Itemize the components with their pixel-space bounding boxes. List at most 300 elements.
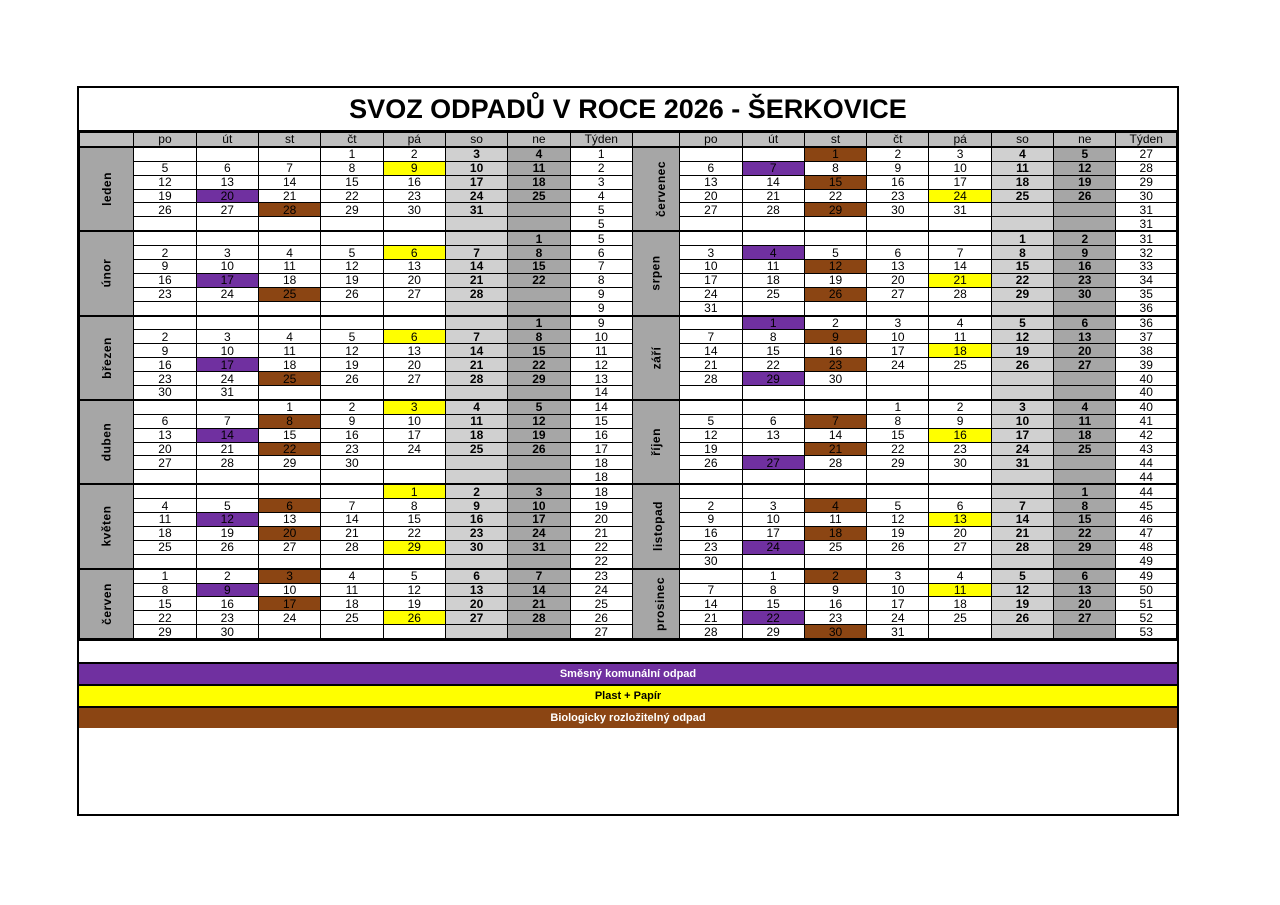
- day-cell: [867, 372, 929, 386]
- day-cell: 2: [867, 147, 929, 161]
- day-cell: 4: [742, 246, 804, 260]
- day-cell: 7: [445, 330, 507, 344]
- day-cell: 12: [321, 260, 383, 274]
- column-header: po: [134, 133, 196, 147]
- day-cell: 15: [383, 513, 445, 527]
- day-cell: 31: [508, 540, 570, 554]
- day-cell: [742, 442, 804, 456]
- day-cell: 17: [742, 526, 804, 540]
- day-cell: 29: [867, 456, 929, 470]
- day-cell: 14: [445, 344, 507, 358]
- column-header: pá: [383, 133, 445, 147]
- day-cell: 5: [1054, 147, 1116, 161]
- day-cell: 2: [929, 400, 991, 414]
- day-cell: 15: [991, 260, 1053, 274]
- day-cell: 29: [1054, 540, 1116, 554]
- day-cell: [445, 554, 507, 568]
- week-number: 49: [1116, 554, 1177, 568]
- week-number: 10: [570, 330, 632, 344]
- day-cell: 16: [804, 597, 866, 611]
- day-cell: [258, 386, 320, 400]
- day-cell: 13: [680, 175, 742, 189]
- day-cell: 11: [929, 330, 991, 344]
- day-cell: 26: [321, 287, 383, 301]
- day-cell: [321, 301, 383, 315]
- day-cell: [321, 316, 383, 330]
- day-cell: [1054, 301, 1116, 315]
- day-cell: [804, 484, 866, 498]
- week-row: [80, 175, 1177, 189]
- day-cell: 20: [1054, 344, 1116, 358]
- day-cell: 27: [383, 287, 445, 301]
- day-cell: 9: [134, 344, 196, 358]
- day-cell: 8: [508, 246, 570, 260]
- day-cell: [258, 484, 320, 498]
- week-row: [80, 203, 1177, 217]
- day-cell: 2: [1054, 231, 1116, 245]
- day-cell: 28: [804, 456, 866, 470]
- day-cell: 12: [867, 513, 929, 527]
- week-row: [80, 554, 1177, 568]
- day-cell: 1: [1054, 484, 1116, 498]
- day-cell: [134, 217, 196, 231]
- week-row: [80, 301, 1177, 315]
- week-number: 30: [1116, 189, 1177, 203]
- day-cell: 22: [867, 442, 929, 456]
- day-cell: 14: [929, 260, 991, 274]
- day-cell: 2: [804, 569, 866, 583]
- day-cell: 8: [134, 583, 196, 597]
- day-cell: 3: [383, 400, 445, 414]
- day-cell: 7: [258, 161, 320, 175]
- legend: [79, 664, 1177, 728]
- column-header: Týden: [570, 133, 632, 147]
- day-cell: 6: [929, 499, 991, 513]
- day-cell: 27: [929, 540, 991, 554]
- day-cell: 4: [258, 330, 320, 344]
- day-cell: [680, 484, 742, 498]
- day-cell: [991, 554, 1053, 568]
- day-cell: 3: [929, 147, 991, 161]
- day-cell: [929, 217, 991, 231]
- day-cell: [991, 301, 1053, 315]
- day-cell: 7: [508, 569, 570, 583]
- week-number: 22: [570, 540, 632, 554]
- day-cell: 16: [383, 175, 445, 189]
- week-number: 36: [1116, 316, 1177, 330]
- week-number: 18: [570, 456, 632, 470]
- day-cell: 16: [680, 526, 742, 540]
- day-cell: 19: [680, 442, 742, 456]
- day-cell: 5: [321, 246, 383, 260]
- month-label-červen: [80, 569, 134, 639]
- day-cell: [321, 484, 383, 498]
- day-cell: 9: [804, 330, 866, 344]
- month-label-červenec: [632, 147, 679, 231]
- day-cell: [383, 217, 445, 231]
- week-number: 1: [570, 147, 632, 161]
- day-cell: 4: [321, 569, 383, 583]
- month-name: listopad: [650, 501, 665, 552]
- day-cell: 30: [1054, 287, 1116, 301]
- day-cell: [508, 217, 570, 231]
- week-row: [80, 470, 1177, 484]
- week-row: [80, 246, 1177, 260]
- week-row: [80, 526, 1177, 540]
- day-cell: [383, 386, 445, 400]
- day-cell: 13: [258, 513, 320, 527]
- day-cell: [680, 147, 742, 161]
- day-cell: [929, 372, 991, 386]
- week-number: 8: [570, 273, 632, 287]
- day-cell: 2: [680, 499, 742, 513]
- day-cell: [867, 484, 929, 498]
- day-cell: 1: [742, 569, 804, 583]
- day-cell: 26: [991, 611, 1053, 625]
- day-cell: 18: [134, 526, 196, 540]
- day-cell: 3: [742, 499, 804, 513]
- day-cell: 31: [680, 301, 742, 315]
- day-cell: [804, 400, 866, 414]
- day-cell: 24: [258, 611, 320, 625]
- day-cell: 27: [134, 456, 196, 470]
- day-cell: 18: [1054, 428, 1116, 442]
- day-cell: 30: [321, 456, 383, 470]
- day-cell: 16: [804, 344, 866, 358]
- column-header: st: [258, 133, 320, 147]
- month-label-srpen: [632, 231, 679, 315]
- week-row: [80, 540, 1177, 554]
- month-label-březen: [80, 316, 134, 400]
- day-cell: 2: [445, 484, 507, 498]
- day-cell: [134, 484, 196, 498]
- week-number: 45: [1116, 499, 1177, 513]
- day-cell: 14: [742, 175, 804, 189]
- day-cell: 7: [321, 499, 383, 513]
- day-cell: 6: [445, 569, 507, 583]
- day-cell: 16: [867, 175, 929, 189]
- day-cell: 9: [383, 161, 445, 175]
- day-cell: 22: [134, 611, 196, 625]
- day-cell: 23: [1054, 273, 1116, 287]
- day-cell: 1: [321, 147, 383, 161]
- day-cell: [383, 470, 445, 484]
- day-cell: [134, 231, 196, 245]
- day-cell: 1: [383, 484, 445, 498]
- day-cell: 21: [804, 442, 866, 456]
- week-row: [80, 456, 1177, 470]
- day-cell: [742, 470, 804, 484]
- day-cell: 6: [1054, 569, 1116, 583]
- day-cell: [929, 231, 991, 245]
- day-cell: 10: [196, 344, 258, 358]
- day-cell: 5: [680, 414, 742, 428]
- day-cell: 15: [804, 175, 866, 189]
- day-cell: 23: [383, 189, 445, 203]
- day-cell: 3: [258, 569, 320, 583]
- day-cell: 6: [867, 246, 929, 260]
- day-cell: 11: [1054, 414, 1116, 428]
- day-cell: [258, 625, 320, 639]
- day-cell: [196, 231, 258, 245]
- day-cell: 19: [134, 189, 196, 203]
- day-cell: 24: [508, 526, 570, 540]
- week-row: [80, 428, 1177, 442]
- day-cell: 26: [508, 442, 570, 456]
- day-cell: 3: [867, 569, 929, 583]
- week-number: 20: [570, 513, 632, 527]
- day-cell: 8: [742, 330, 804, 344]
- day-cell: 19: [867, 526, 929, 540]
- day-cell: 15: [321, 175, 383, 189]
- day-cell: 24: [680, 287, 742, 301]
- week-number: 9: [570, 301, 632, 315]
- day-cell: 5: [196, 499, 258, 513]
- day-cell: 24: [991, 442, 1053, 456]
- day-cell: 26: [321, 372, 383, 386]
- day-cell: 22: [742, 358, 804, 372]
- day-cell: 13: [1054, 330, 1116, 344]
- day-cell: [196, 470, 258, 484]
- day-cell: 30: [804, 372, 866, 386]
- day-cell: [445, 217, 507, 231]
- week-number: 4: [570, 189, 632, 203]
- week-row: [80, 583, 1177, 597]
- day-cell: 4: [1054, 400, 1116, 414]
- day-cell: 29: [742, 372, 804, 386]
- day-cell: [1054, 372, 1116, 386]
- week-number: 40: [1116, 386, 1177, 400]
- day-cell: 9: [134, 260, 196, 274]
- day-cell: 2: [321, 400, 383, 414]
- day-cell: 13: [867, 260, 929, 274]
- day-cell: 8: [804, 161, 866, 175]
- column-header: čt: [867, 133, 929, 147]
- day-cell: [134, 316, 196, 330]
- day-cell: 21: [508, 597, 570, 611]
- day-cell: 23: [804, 358, 866, 372]
- day-cell: 18: [804, 526, 866, 540]
- day-cell: 2: [804, 316, 866, 330]
- day-cell: 29: [383, 540, 445, 554]
- day-cell: 7: [680, 330, 742, 344]
- day-cell: 4: [929, 569, 991, 583]
- day-cell: 18: [991, 175, 1053, 189]
- day-cell: 21: [196, 442, 258, 456]
- day-cell: 1: [508, 316, 570, 330]
- day-cell: [929, 554, 991, 568]
- day-cell: 23: [445, 526, 507, 540]
- week-number: 51: [1116, 597, 1177, 611]
- month-label-prosinec: [632, 569, 679, 639]
- day-cell: 27: [383, 372, 445, 386]
- day-cell: 20: [383, 358, 445, 372]
- day-cell: [1054, 217, 1116, 231]
- day-cell: 5: [804, 246, 866, 260]
- day-cell: [321, 386, 383, 400]
- day-cell: 14: [321, 513, 383, 527]
- week-number: 3: [570, 175, 632, 189]
- day-cell: 7: [680, 583, 742, 597]
- week-number: 46: [1116, 513, 1177, 527]
- week-number: 41: [1116, 414, 1177, 428]
- week-row: [80, 611, 1177, 625]
- day-cell: 25: [445, 442, 507, 456]
- day-cell: 18: [321, 597, 383, 611]
- day-cell: 12: [383, 583, 445, 597]
- day-cell: [991, 484, 1053, 498]
- day-cell: 17: [867, 344, 929, 358]
- day-cell: 8: [383, 499, 445, 513]
- week-number: 7: [570, 260, 632, 274]
- week-number: 34: [1116, 273, 1177, 287]
- week-number: 14: [570, 386, 632, 400]
- legend-item: Plast + Papír: [79, 686, 1177, 708]
- day-cell: 27: [1054, 611, 1116, 625]
- day-cell: 15: [867, 428, 929, 442]
- day-cell: 30: [929, 456, 991, 470]
- day-cell: 7: [196, 414, 258, 428]
- week-number: 28: [1116, 161, 1177, 175]
- day-cell: 6: [383, 330, 445, 344]
- day-cell: 20: [929, 526, 991, 540]
- day-cell: [134, 147, 196, 161]
- day-cell: 12: [508, 414, 570, 428]
- day-cell: 19: [321, 358, 383, 372]
- week-number: 31: [1116, 231, 1177, 245]
- day-cell: 26: [196, 540, 258, 554]
- day-cell: 8: [321, 161, 383, 175]
- week-number: 29: [1116, 175, 1177, 189]
- day-cell: 7: [991, 499, 1053, 513]
- day-cell: 21: [742, 189, 804, 203]
- day-cell: 10: [508, 499, 570, 513]
- day-cell: 28: [508, 611, 570, 625]
- month-label-září: [632, 316, 679, 400]
- day-cell: [383, 231, 445, 245]
- day-cell: 25: [321, 611, 383, 625]
- week-number: 38: [1116, 344, 1177, 358]
- week-number: 12: [570, 358, 632, 372]
- day-cell: 21: [445, 273, 507, 287]
- month-label-říjen: [632, 400, 679, 484]
- week-row: [80, 161, 1177, 175]
- day-cell: 1: [134, 569, 196, 583]
- day-cell: 20: [196, 189, 258, 203]
- week-row: [80, 217, 1177, 231]
- day-cell: [383, 301, 445, 315]
- day-cell: 2: [134, 246, 196, 260]
- day-cell: 25: [991, 189, 1053, 203]
- day-cell: 17: [196, 358, 258, 372]
- day-cell: [867, 217, 929, 231]
- day-cell: 18: [258, 273, 320, 287]
- day-cell: 21: [321, 526, 383, 540]
- day-cell: [804, 217, 866, 231]
- day-cell: 14: [258, 175, 320, 189]
- day-cell: [196, 484, 258, 498]
- day-cell: [508, 301, 570, 315]
- week-number: 35: [1116, 287, 1177, 301]
- day-cell: [258, 301, 320, 315]
- day-cell: 14: [445, 260, 507, 274]
- day-cell: 15: [508, 344, 570, 358]
- day-cell: [321, 470, 383, 484]
- spacer-row: [79, 639, 1177, 664]
- day-cell: 20: [1054, 597, 1116, 611]
- day-cell: 11: [134, 513, 196, 527]
- day-cell: [445, 301, 507, 315]
- day-cell: 17: [445, 175, 507, 189]
- day-cell: 24: [383, 442, 445, 456]
- day-cell: 21: [680, 358, 742, 372]
- week-row: [80, 499, 1177, 513]
- day-cell: 23: [321, 442, 383, 456]
- day-cell: 2: [134, 330, 196, 344]
- day-cell: [321, 554, 383, 568]
- day-cell: 3: [445, 147, 507, 161]
- day-cell: 18: [929, 597, 991, 611]
- day-cell: [991, 625, 1053, 639]
- day-cell: [804, 386, 866, 400]
- day-cell: [1054, 625, 1116, 639]
- day-cell: 30: [134, 386, 196, 400]
- week-row: [80, 386, 1177, 400]
- day-cell: 25: [508, 189, 570, 203]
- day-cell: [680, 569, 742, 583]
- day-cell: 24: [742, 540, 804, 554]
- day-cell: 14: [196, 428, 258, 442]
- day-cell: 9: [196, 583, 258, 597]
- day-cell: 13: [445, 583, 507, 597]
- day-cell: 9: [867, 161, 929, 175]
- day-cell: [991, 372, 1053, 386]
- day-cell: 27: [445, 611, 507, 625]
- day-cell: 15: [508, 260, 570, 274]
- day-cell: 12: [1054, 161, 1116, 175]
- month-label-únor: [80, 231, 134, 315]
- day-cell: 25: [134, 540, 196, 554]
- day-cell: [742, 386, 804, 400]
- week-number: 26: [570, 611, 632, 625]
- day-cell: 1: [991, 231, 1053, 245]
- week-row: [80, 231, 1177, 245]
- day-cell: [1054, 470, 1116, 484]
- day-cell: 24: [445, 189, 507, 203]
- day-cell: 4: [445, 400, 507, 414]
- day-cell: 10: [680, 260, 742, 274]
- day-cell: [134, 554, 196, 568]
- day-cell: 1: [742, 316, 804, 330]
- day-cell: 12: [991, 330, 1053, 344]
- day-cell: 5: [867, 499, 929, 513]
- week-number: 40: [1116, 400, 1177, 414]
- day-cell: [196, 217, 258, 231]
- day-cell: 16: [929, 428, 991, 442]
- day-cell: [508, 203, 570, 217]
- day-cell: [867, 470, 929, 484]
- day-cell: 7: [804, 414, 866, 428]
- day-cell: 6: [134, 414, 196, 428]
- day-cell: [991, 217, 1053, 231]
- day-cell: 10: [867, 330, 929, 344]
- day-cell: 15: [742, 597, 804, 611]
- day-cell: 3: [991, 400, 1053, 414]
- day-cell: 20: [258, 526, 320, 540]
- day-cell: [929, 484, 991, 498]
- week-number: 43: [1116, 442, 1177, 456]
- day-cell: 25: [804, 540, 866, 554]
